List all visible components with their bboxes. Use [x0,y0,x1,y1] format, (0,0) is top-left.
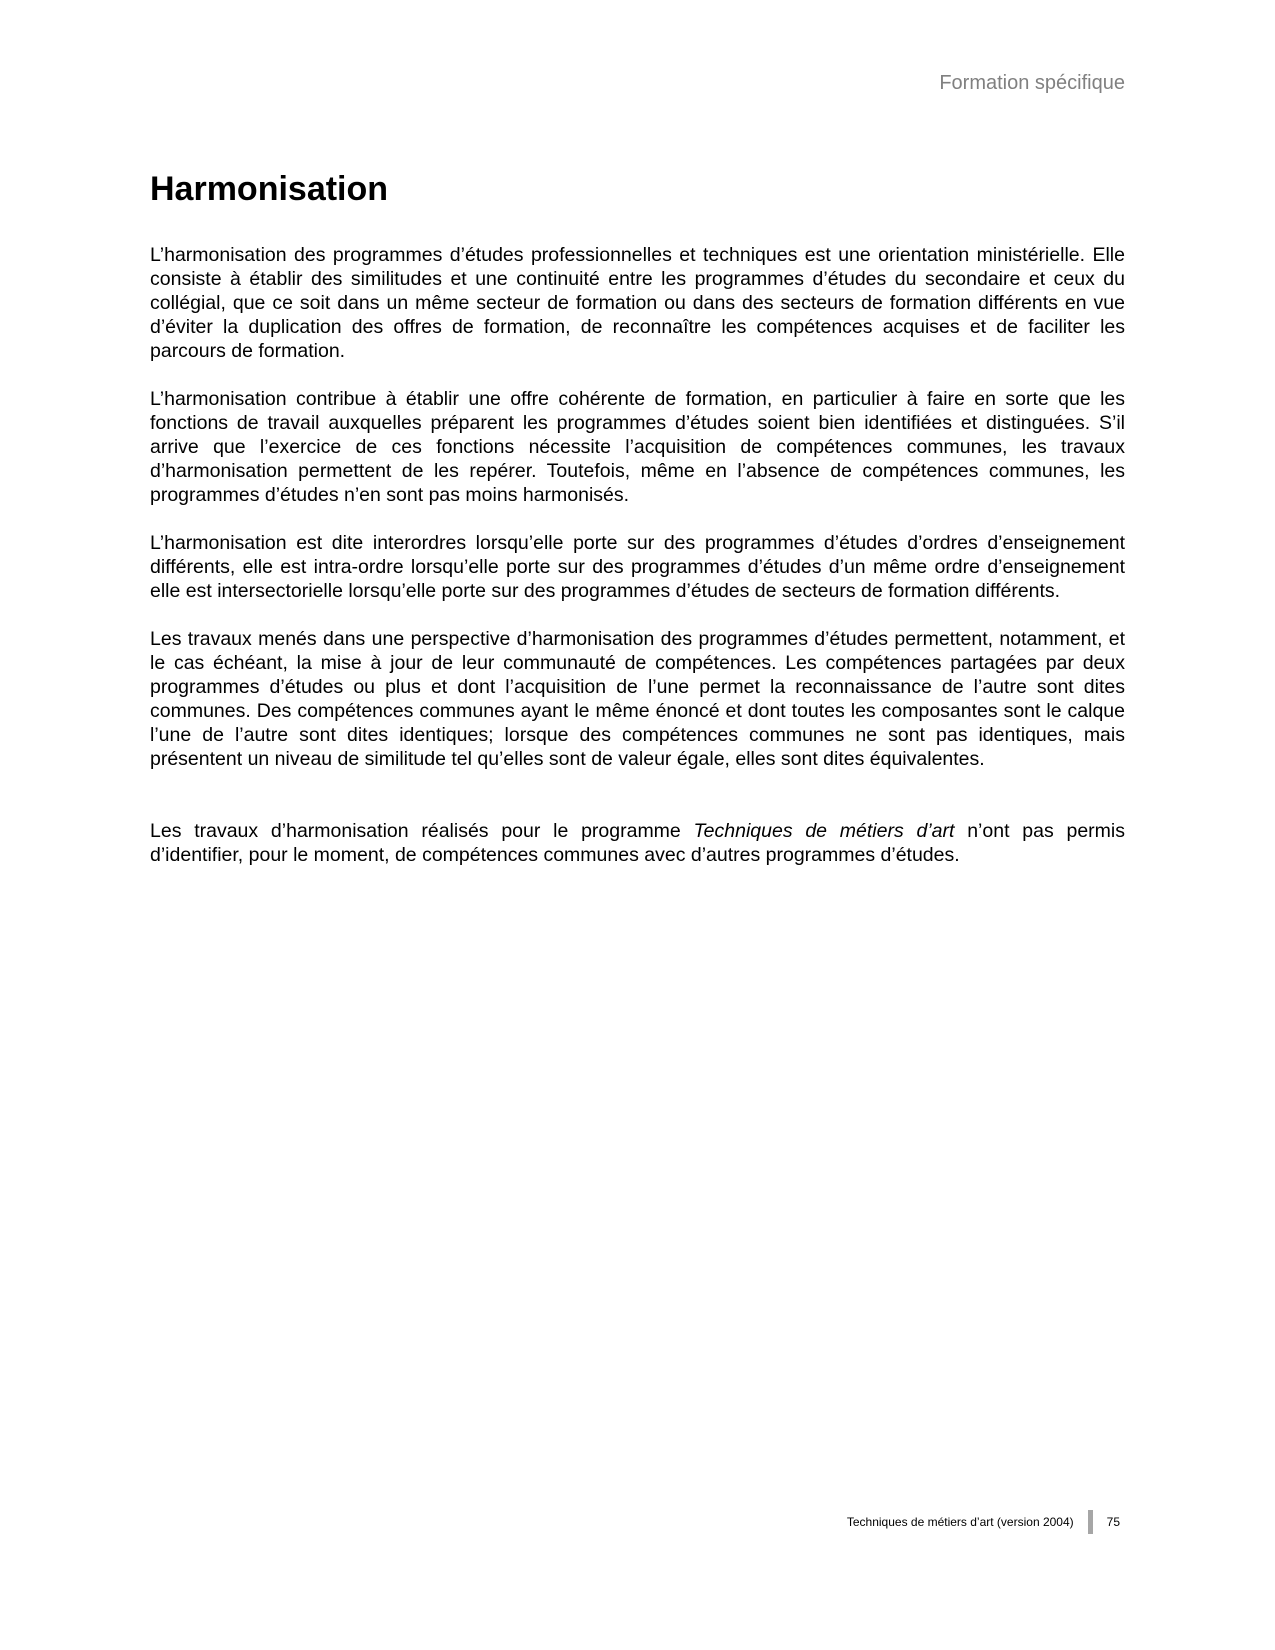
page-footer [847,1510,1120,1534]
paragraph-2: L’harmonisation contribue à établir une offre cohérente de formation, en particulier à faire en sorte que les fonctions de travail auxquelles préparent les programmes d’études soient bien identifiées et distinguées. S’il arrive que l’exercice de ces fonctions nécessite l’acquisition de compétences communes, les travaux d’harmonisation permettent de les repérer. Toutefois, même en l’absence de compétences communes, les programmes d’études n’en sont pas moins harmonisés. [150,388,1125,507]
paragraph-4: Les travaux menés dans une perspective d’harmonisation des programmes d’études permettent, notamment, et le cas échéant, la mise à jour de leur communauté de compétences. Les compétences partagées par deux programmes d’études ou plus et dont l’acquisition de l’une permet la reconnaissance de l’autre sont dites communes. Des compétences communes ayant le même énoncé et dont toutes les composantes sont le calque l’une de l’autre sont dites identiques; lorsque des compétences communes ne sont pas identiques, mais présentent un niveau de similitude tel qu’elles sont de valeur égale, elles sont dites équivalentes. [150,628,1125,771]
paragraph-5 [150,819,1125,867]
paragraph-5-start: Les travaux d’harmonisation réalisés pour le programme [150,820,694,843]
program-title-emphasis: Techniques de métiers d’art [693,820,955,843]
footer-document-title: Techniques de métiers d’art (version 2004) [846,1515,1074,1529]
page-title: Harmonisation [150,170,389,208]
footer-divider [1088,1510,1093,1534]
paragraph-1: L’harmonisation des programmes d’études professionnelles et techniques est une orientation ministérielle. Elle consiste à établir des similitudes et une continuité entre les programmes d’études du secondaire et ceux du collégial, que ce soit dans un même secteur de formation ou dans des secteurs de formation différents en vue d’éviter la duplication des offres de formation, de reconnaître les compétences acquises et de faciliter les parcours de formation. [150,244,1125,363]
paragraph-5-end: n’ont pas permis d’identifier, pour le moment, de compétences communes avec d’autres programmes d’études. [150,820,1125,867]
running-header: Formation spécifique [939,72,1125,94]
paragraph-3: L’harmonisation est dite interordres lorsqu’elle porte sur des programmes d’études d’ordres d’enseignement différents, elle est intra-ordre lorsqu’elle porte sur des programmes d’études d’un même ordre d’enseignement elle est intersectorielle lorsqu’elle porte sur des programmes d’études de secteurs de formation différents. [150,532,1125,603]
page-content [150,170,1125,891]
page-number: 75 [1106,1515,1120,1529]
